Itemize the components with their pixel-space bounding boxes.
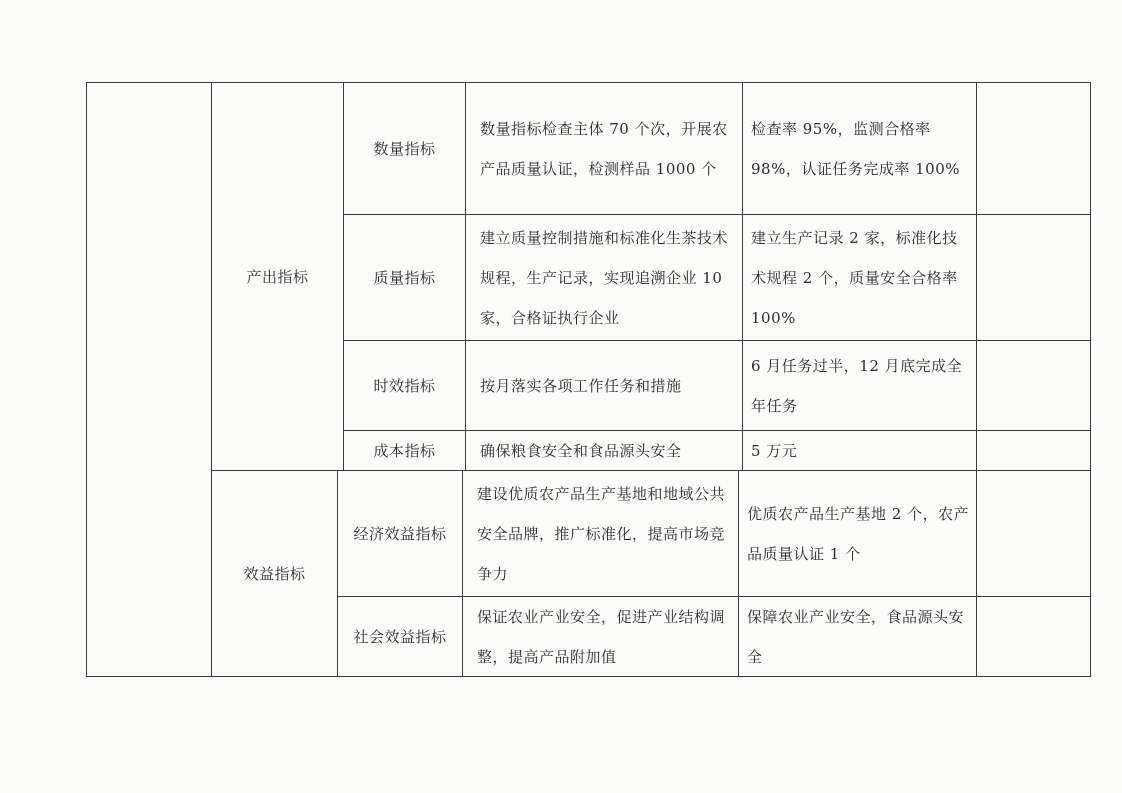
table-border-right <box>1090 82 1091 677</box>
level1-indicator-label: 效益指标 <box>243 564 306 583</box>
table-row-indicator <box>344 83 465 214</box>
table-row-indicator <box>344 341 465 430</box>
target-text: 优质农产品生产基地 2 个，农产品质量认证 1 个 <box>747 504 970 563</box>
level1-indicator-cell <box>212 83 343 470</box>
indicator-label: 质量指标 <box>373 268 436 287</box>
table-border-left <box>86 82 87 677</box>
table-row-content <box>466 215 742 340</box>
table-row-content <box>463 597 738 676</box>
table-row-target <box>743 431 976 470</box>
indicator-label: 成本指标 <box>373 441 436 460</box>
indicator-label: 经济效益指标 <box>353 524 447 543</box>
table-row-content <box>466 431 742 470</box>
table-row-indicator <box>344 431 465 470</box>
table-row-target <box>743 215 976 340</box>
table-row-target <box>743 83 976 214</box>
target-text: 建立生产记录 2 家，标准化技术规程 2 个，质量安全合格率 100% <box>751 228 958 327</box>
content-text: 保证农业产业安全，促进产业结构调整，提高产品附加值 <box>477 607 726 666</box>
table-row-indicator <box>338 597 462 676</box>
level1-indicator-cell <box>212 471 337 676</box>
content-text: 数量指标检查主体 70 个次，开展农产品质量认证，检测样品 1000 个 <box>480 119 728 178</box>
table-row-content <box>466 83 742 214</box>
table-row-target <box>739 597 976 676</box>
content-text: 确保粮食安全和食品源头安全 <box>480 441 682 460</box>
content-text: 按月落实各项工作任务和措施 <box>480 376 682 395</box>
table-row-extra <box>977 341 1090 430</box>
table-row-extra <box>977 215 1090 340</box>
table-row-extra <box>977 597 1090 676</box>
content-text: 建设优质农产品生产基地和地域公共安全品牌，推广标准化，提高市场竞争力 <box>477 484 726 583</box>
target-text: 检查率 95%，监测合格率 98%，认证任务完成率 100% <box>751 119 960 178</box>
table-row-target <box>743 341 976 430</box>
table-row-extra <box>977 471 1090 596</box>
content-text: 建立质量控制措施和标准化生茶技术规程，生产记录，实现追溯企业 10 家，合格证执行企业 <box>480 228 729 327</box>
table-row-indicator <box>338 471 462 596</box>
indicator-label: 数量指标 <box>373 139 436 158</box>
table-row-indicator <box>344 215 465 340</box>
target-text: 保障农业产业安全，食品源头安全 <box>747 607 965 666</box>
table-row-extra <box>977 83 1090 214</box>
table-row-content <box>466 341 742 430</box>
table-row-target <box>739 471 976 596</box>
indicator-label: 社会效益指标 <box>353 627 447 646</box>
level1-indicator-label: 产出指标 <box>246 267 309 286</box>
table-row-extra <box>977 431 1090 470</box>
target-text: 5 万元 <box>751 441 798 460</box>
indicator-label: 时效指标 <box>373 376 436 395</box>
target-text: 6 月任务过半，12 月底完成全年任务 <box>751 356 963 415</box>
table-row-content <box>463 471 738 596</box>
